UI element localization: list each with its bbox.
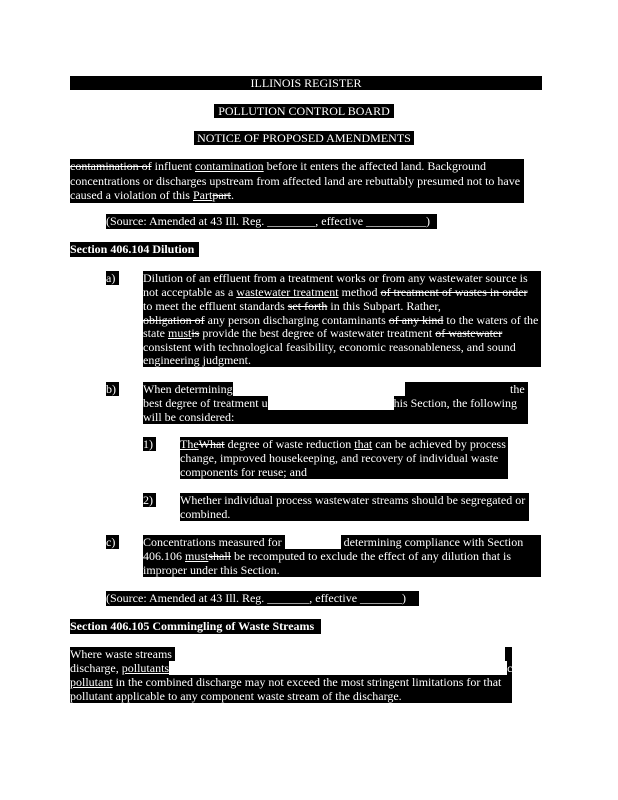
agency-title: POLLUTION CONTROL BOARD — [218, 104, 390, 118]
source-text-1: (Source: Amended at 43 Ill. Reg. ________, effective __________) — [106, 214, 431, 228]
item-b-text — [143, 382, 528, 424]
item-b2-line-1: Whether individual process wastewater streams should be segregated or — [180, 493, 526, 507]
item-a-line-7: engineering judgment. — [143, 353, 251, 367]
item-b1-line-2: change, improved housekeeping, and recovery of individual waste — [180, 451, 499, 465]
item-a-line-4: obligation of any person discharging contaminants of any kind to the waters of the — [143, 313, 539, 327]
item-b2-line-2: combined. — [180, 507, 231, 521]
register-header — [70, 76, 542, 90]
intro-line-3: caused a violation of this Partpart. — [70, 188, 234, 202]
item-c-line-3: improper under this Section. — [143, 563, 280, 577]
source-text-2: (Source: Amended at 43 Ill. Reg. _______, effective _______) — [106, 591, 407, 605]
redacted-gap — [169, 661, 507, 675]
item-a-line-6: consistent with technological feasibility, economic reasonableness, and sound — [143, 340, 516, 354]
item-a-line-3: to meet the effluent standards set forth in this Subpart. Rather, — [143, 299, 441, 313]
section-104-title: Section 406.104 Dilution — [70, 242, 195, 256]
item-a-line-2: not acceptable as a wastewater treatment method of treatment of wastes in order — [143, 285, 528, 299]
item-a-label — [106, 271, 119, 285]
item-a-text — [143, 271, 541, 367]
item-b2-label — [143, 493, 156, 507]
source-note-2 — [106, 591, 419, 606]
register-title: ILLINOIS REGISTER — [250, 76, 362, 90]
item-b-label — [106, 382, 119, 396]
item-b1-text — [180, 437, 508, 479]
sec105-line-3: pollutant in the combined discharge may not exceed the most stringent limitations for that — [70, 675, 502, 689]
item-b-line-3: will be considered: — [143, 410, 235, 424]
item-b1-marker: 1) — [143, 437, 153, 451]
item-b-line-1: When determining the — [143, 382, 525, 396]
item-c-text — [143, 535, 541, 577]
redacted-gap — [233, 382, 405, 396]
item-a-line-5: state mustis provide the best degree of wastewater treatment of wastewater — [143, 326, 503, 340]
section-104-heading — [70, 242, 199, 257]
intro-paragraph — [70, 159, 524, 203]
item-c-marker: c) — [106, 535, 116, 549]
intro-line-2: concentrations or discharges upstream from affected land are rebuttably presumed not to have — [70, 174, 521, 188]
notice-title: NOTICE OF PROPOSED AMENDMENTS — [197, 131, 411, 145]
item-b1-line-3: components for reuse; and — [180, 465, 307, 479]
redacted-gap — [268, 396, 394, 410]
notice-header — [194, 131, 414, 145]
item-b-marker: b) — [106, 382, 116, 396]
item-a-line-1: Dilution of an effluent from a treatment works or from any wastewater source is — [143, 271, 528, 285]
section-105-heading — [70, 619, 321, 634]
sec105-line-2: discharge, pollutants ch — [70, 661, 519, 675]
item-b2-text — [180, 493, 529, 521]
redacted-gap — [285, 535, 341, 549]
section-105-title: Section 406.105 Commingling of Waste Streams — [70, 619, 315, 633]
sec105-line-4: pollutant applicable to any component waste stream of the discharge. — [70, 689, 402, 703]
source-note-1 — [106, 214, 437, 229]
item-b1-line-1: TheWhat degree of waste reduction that can be achieved by process — [180, 437, 506, 451]
item-b1-label — [143, 437, 156, 451]
item-c-line-1: Concentrations measured for determining compliance with Section — [143, 535, 524, 549]
item-a-marker: a) — [106, 271, 116, 285]
item-c-label — [106, 535, 119, 549]
sec105-line-1: Where waste streams — [70, 647, 505, 662]
intro-line-1: contamination of influent contamination before it enters the affected land. Background — [70, 159, 486, 173]
section-105-paragraph — [70, 647, 519, 703]
item-b-line-2: best degree of treatment u his Section, the following — [143, 396, 517, 410]
redacted-gap — [175, 647, 505, 661]
item-c-line-2: 406.106 mustshall be recomputed to exclude the effect of any dilution that is — [143, 549, 512, 563]
agency-header — [214, 104, 394, 118]
item-b2-marker: 2) — [143, 493, 153, 507]
